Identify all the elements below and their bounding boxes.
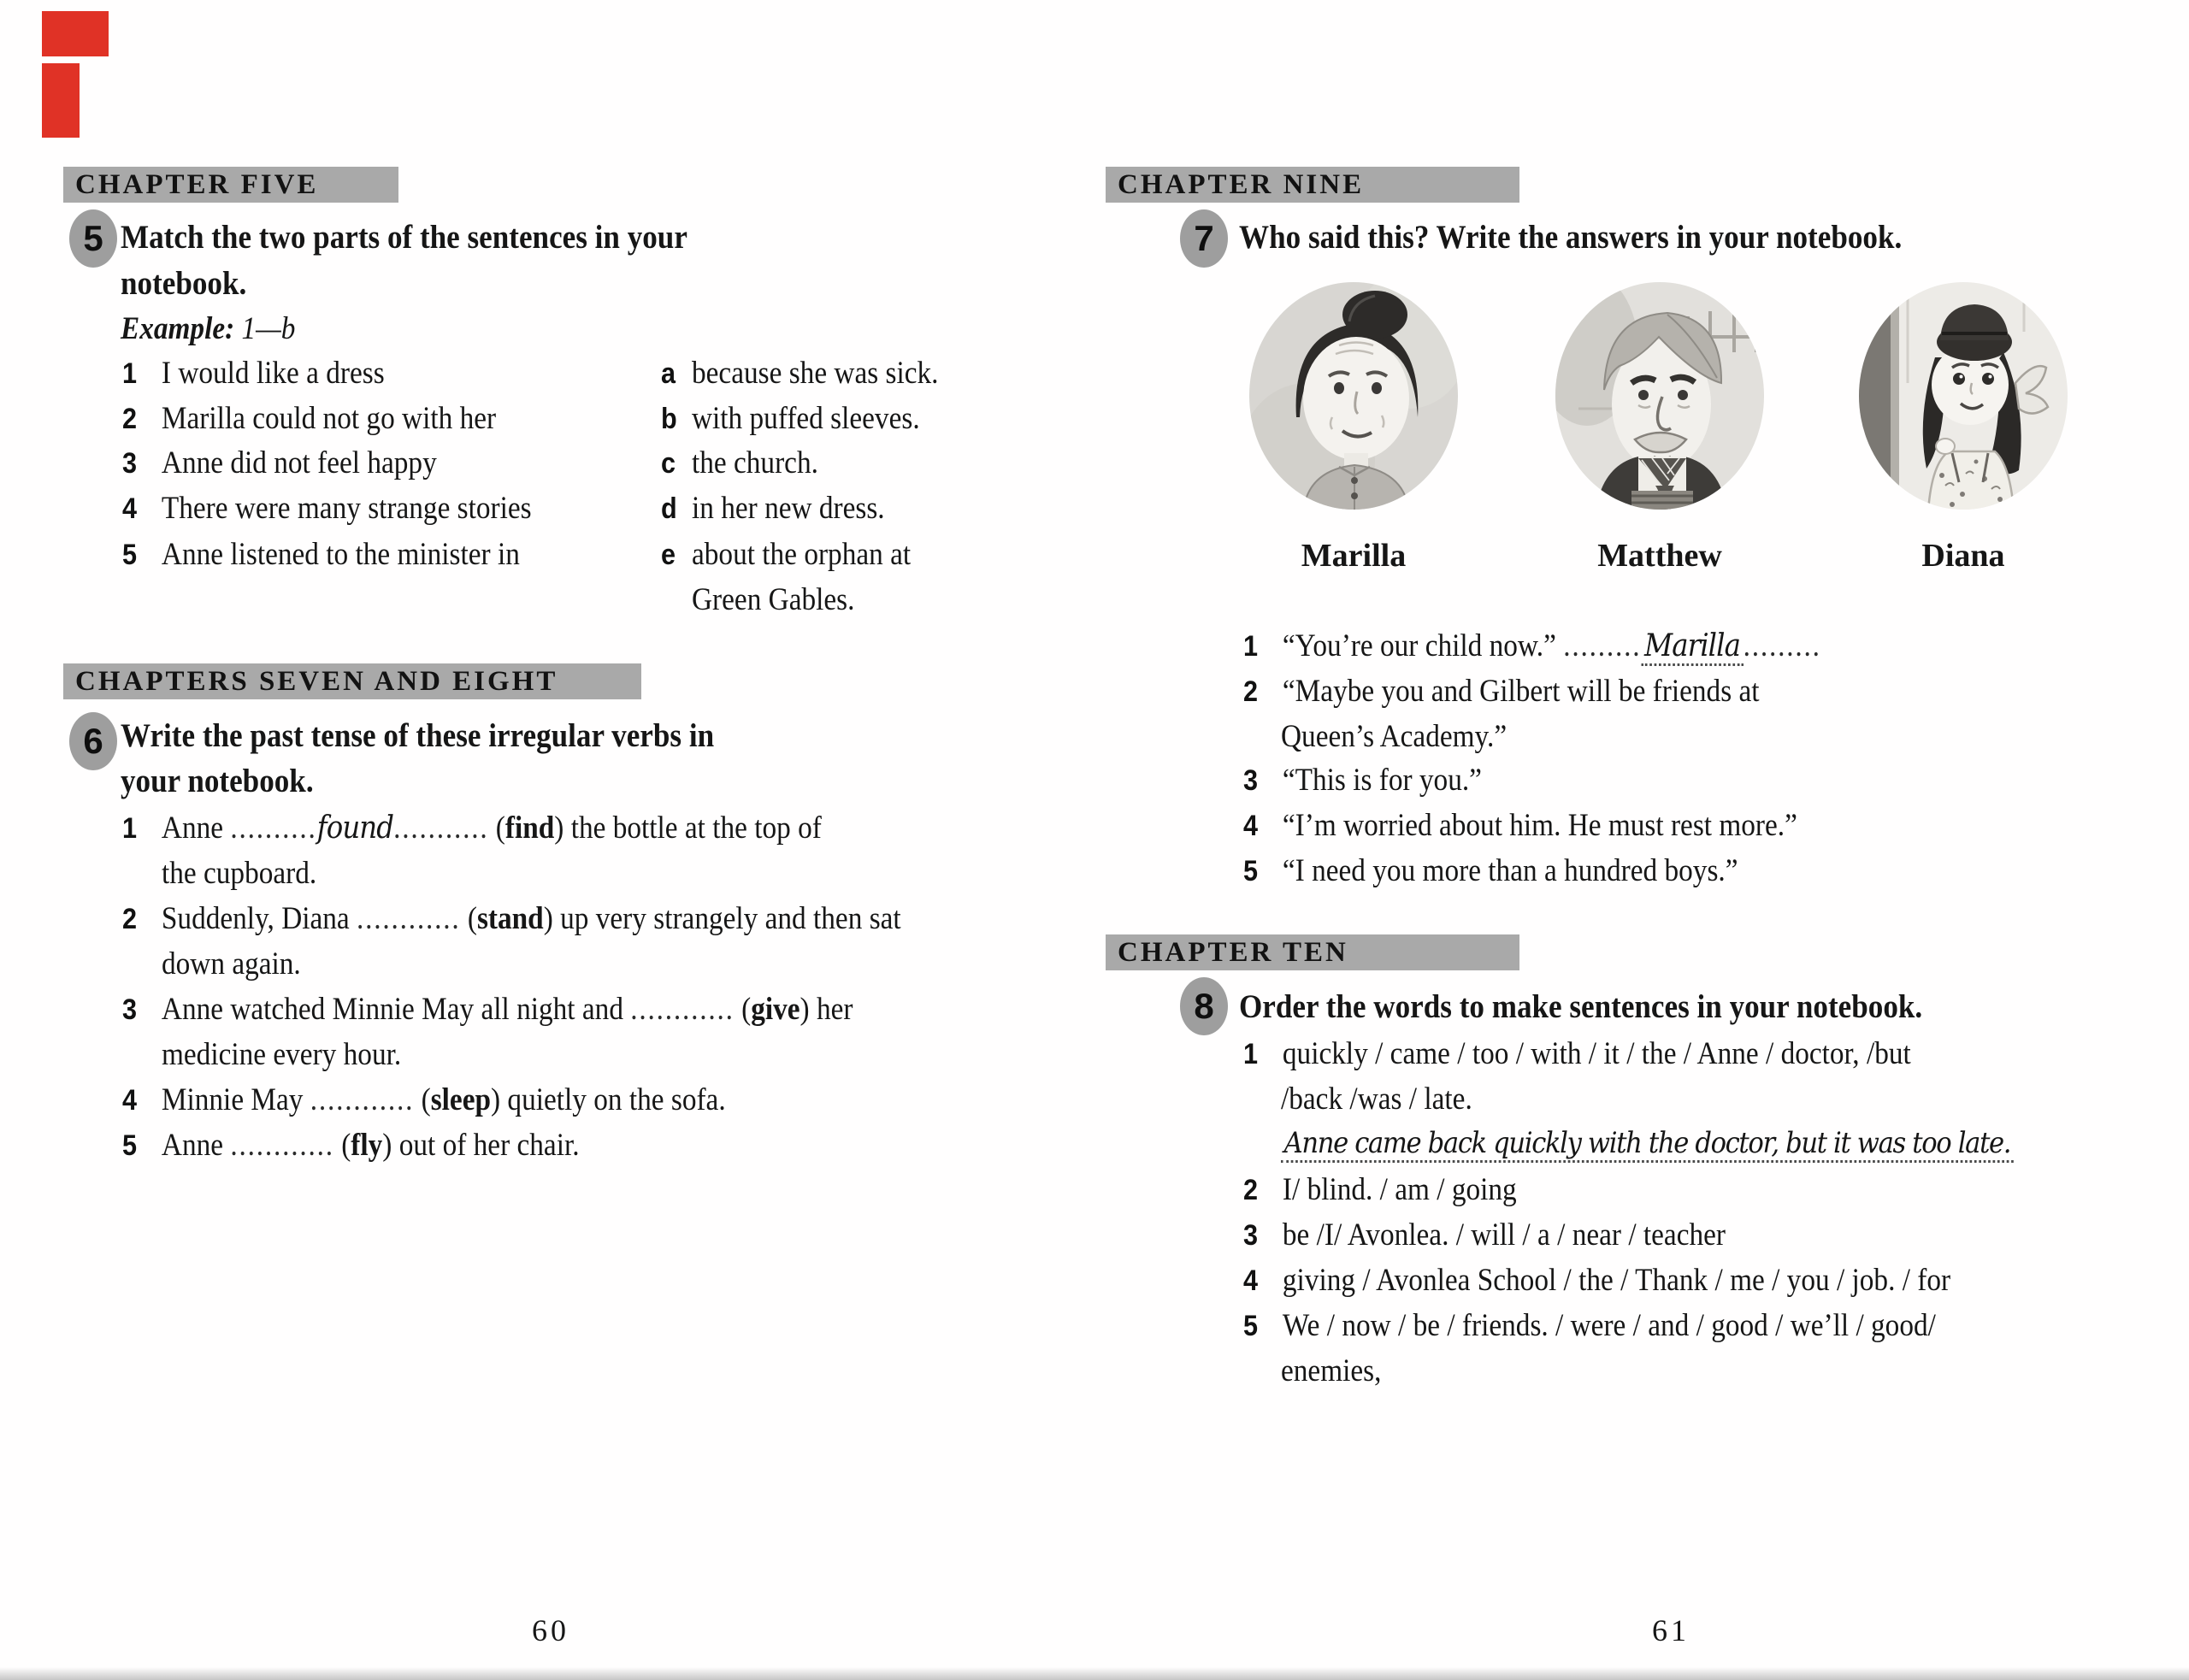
ex7-item-4: 4 “I’m worried about him. He must rest more.” xyxy=(1243,808,1797,843)
ex8-item-5-line2: enemies, xyxy=(1281,1353,1382,1388)
ex5-right-item-c: c the church. xyxy=(661,445,818,480)
chapter-nine-header-label: CHAPTER NINE xyxy=(1118,168,1365,200)
handwritten-answer: Marilla xyxy=(1641,628,1743,666)
exercise-7-number-badge xyxy=(1180,209,1228,268)
chapter-ten-header-label: CHAPTER TEN xyxy=(1118,936,1348,968)
ex8-item-1-line1: 1 quickly / came / too / with / it / the / Anne / doctor, /but xyxy=(1243,1036,1911,1071)
ex6-item-3-line2: medicine every hour. xyxy=(162,1037,402,1072)
ex5-left-item-5: 5 Anne listened to the minister in xyxy=(122,537,520,572)
exercise-8-instruction: Order the words to make sentences in your notebook. xyxy=(1239,988,1923,1025)
left-page-number: 60 xyxy=(532,1613,569,1648)
portrait-marilla-illustration xyxy=(1247,280,1460,511)
ex8-item-2: 2 I/ blind. / am / going xyxy=(1243,1172,1517,1207)
exercise-number: 6 xyxy=(83,721,103,761)
ex5-right-item-d: d in her new dress. xyxy=(661,491,885,526)
right-page-number: 61 xyxy=(1652,1613,1690,1648)
red-corner-mark-bottom xyxy=(42,63,80,138)
exercise-6-number-badge xyxy=(69,712,117,770)
ex6-item-1-line2: the cupboard. xyxy=(162,856,317,891)
ex8-item-1-answer xyxy=(1281,1125,2014,1161)
ex7-item-1: 1 “You’re our child now.” .........Marilla......... xyxy=(1243,628,1821,664)
ex8-item-3: 3 be /I/ Avonlea. / will / a / near / teacher xyxy=(1243,1217,1726,1253)
chapters-seven-eight-header-label: CHAPTERS SEVEN AND EIGHT xyxy=(75,665,558,697)
ex5-left-item-1: 1 I would like a dress xyxy=(122,356,385,391)
example-label: Example: xyxy=(121,311,235,346)
ex7-item-3: 3 “This is for you.” xyxy=(1243,763,1482,798)
ex5-right-item-a: a because she was sick. xyxy=(661,356,939,391)
exercise-number: 7 xyxy=(1194,218,1214,258)
portrait-name-marilla: Marilla xyxy=(1301,538,1407,574)
exercise-5-number-badge xyxy=(69,209,117,268)
ex5-left-item-3: 3 Anne did not feel happy xyxy=(122,445,437,480)
ex6-item-5: 5 Anne ............ (fly) out of her chair. xyxy=(122,1128,580,1163)
ex8-item-4: 4 giving / Avonlea School / the / Thank / me / you / job. / for xyxy=(1243,1263,1951,1298)
exercise-6-instruction-line2: your notebook. xyxy=(121,763,314,799)
exercise-5-example xyxy=(121,311,295,347)
ex6-item-3-line1: 3 Anne watched Minnie May all night and ............ (give) her xyxy=(122,992,853,1027)
exercise-7-instruction: Who said this? Write the answers in your notebook. xyxy=(1239,219,1903,256)
chapter-ten-header xyxy=(1106,934,1519,970)
ex6-item-1-line1: 1 Anne ..........found........... (find) the bottle at the top of xyxy=(122,811,822,846)
ex5-left-item-2: 2 Marilla could not go with her xyxy=(122,401,497,436)
ex8-item-5-line1: 5 We / now / be / friends. / were / and / good / we’ll / good/ xyxy=(1243,1308,1936,1343)
exercise-6-instruction-line1: Write the past tense of these irregular verbs in xyxy=(121,717,715,754)
ex6-item-2-line2: down again. xyxy=(162,946,301,981)
ex5-left-item-4: 4 There were many strange stories xyxy=(122,491,532,526)
example-value: 1—b xyxy=(241,311,296,346)
ex5-right-item-e: e about the orphan at xyxy=(661,537,912,572)
ex6-item-2-line1: 2 Suddenly, Diana ............ (stand) up very strangely and then sat xyxy=(122,901,901,936)
red-corner-mark-top xyxy=(42,11,109,56)
ex7-item-2-line1: 2 “Maybe you and Gilbert will be friends at xyxy=(1243,674,1760,709)
exercise-8-number-badge xyxy=(1180,977,1228,1035)
chapter-five-header-label: CHAPTER FIVE xyxy=(75,168,319,200)
ex7-item-2-line2: Queen’s Academy.” xyxy=(1281,719,1508,754)
portrait-name-diana: Diana xyxy=(1921,538,2005,574)
exercise-5-instruction-line2: notebook. xyxy=(121,265,247,302)
exercise-5-instruction-line1: Match the two parts of the sentences in your xyxy=(121,219,687,256)
portrait-name-matthew: Matthew xyxy=(1597,538,1722,574)
page-bottom-edge-shadow xyxy=(0,1667,2189,1680)
chapter-five-header xyxy=(63,167,398,203)
portrait-diana-illustration xyxy=(1856,280,2070,511)
handwritten-answer: found xyxy=(316,811,394,846)
exercise-number: 8 xyxy=(1194,986,1214,1026)
exercise-number: 5 xyxy=(83,218,103,258)
portrait-matthew-illustration xyxy=(1553,280,1767,511)
ex7-item-5: 5 “I need you more than a hundred boys.” xyxy=(1243,853,1738,888)
chapters-seven-eight-header xyxy=(63,663,641,699)
handwritten-answer: Anne came back quickly with the doctor, but it was too late. xyxy=(1281,1126,2014,1163)
ex5-right-item-e-line2: Green Gables. xyxy=(692,582,855,617)
chapter-nine-header xyxy=(1106,167,1519,203)
ex6-item-4: 4 Minnie May ............ (sleep) quietly on the sofa. xyxy=(122,1082,726,1117)
ex5-right-item-b: b with puffed sleeves. xyxy=(661,401,920,436)
ex8-item-1-line2: /back /was / late. xyxy=(1281,1082,1472,1117)
